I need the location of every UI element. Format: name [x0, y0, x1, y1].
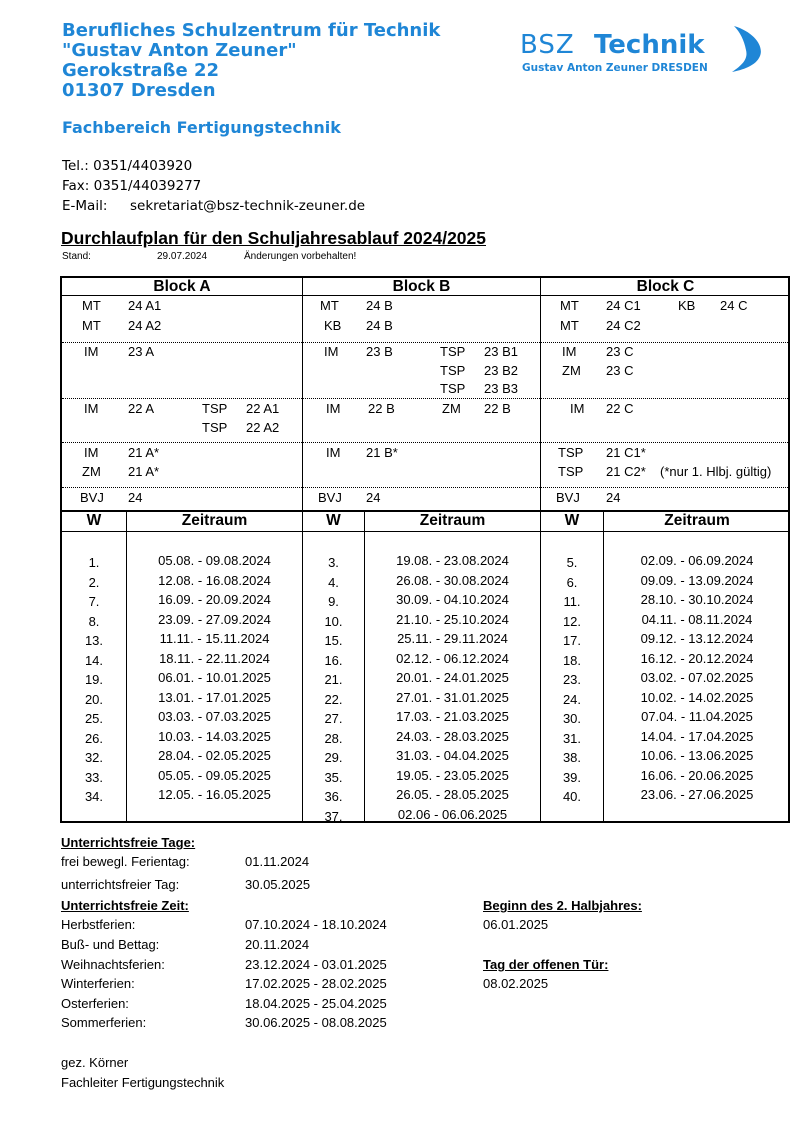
free-day-label: frei bewegl. Ferientag: [61, 854, 190, 869]
holiday-label: Herbstferien: [61, 917, 136, 932]
week-number: 21. [324, 672, 343, 687]
free-day-label: unterrichtsfreier Tag: [61, 877, 180, 892]
class-type: BVJ [80, 490, 104, 505]
week-number: 1. [88, 555, 100, 570]
week-number: 25. [84, 711, 104, 726]
school-street: Gerokstraße 22 [62, 60, 220, 81]
holiday-label: Winterferien: [61, 976, 135, 991]
class-code: 24 [606, 490, 621, 505]
class-code: 24 A1 [128, 298, 162, 313]
stand-note: Änderungen vorbehalten! [244, 251, 357, 262]
block-c-header: Block C [636, 278, 695, 295]
class-type: TSP [440, 363, 466, 378]
week-period: 27.01. - 31.01.2025 [396, 689, 509, 705]
class-code: 22 A2 [246, 420, 280, 435]
week-period: 25.11. - 29.11.2024 [397, 631, 508, 646]
week-number: 38. [562, 750, 582, 765]
free-days-heading: Unterrichtsfreie Tage: [61, 835, 196, 850]
class-type: IM [84, 401, 99, 416]
class-type: TSP [440, 344, 466, 359]
stand-label: Stand: [62, 251, 91, 262]
week-number: 26. [84, 730, 104, 746]
holiday-dates: 30.06.2025 - 08.08.2025 [245, 1015, 387, 1030]
stand-date: 29.07.2024 [157, 251, 208, 262]
school-city: 01307 Dresden [62, 80, 216, 101]
open-day-heading: Tag der offenen Tür: [483, 957, 609, 972]
week-number: 23. [562, 672, 582, 687]
week-number: 40. [562, 789, 582, 804]
class-type: TSP [202, 401, 228, 416]
class-code: 23 C [606, 363, 634, 378]
class-code: 24 C1 [606, 298, 641, 313]
week-period: 28.10. - 30.10.2024 [640, 592, 754, 607]
class-type: IM [84, 344, 99, 359]
week-period: 12.05. - 16.05.2025 [158, 787, 271, 802]
week-period: 10.02. - 14.02.2025 [640, 689, 754, 705]
week-number: 28. [324, 730, 343, 746]
logo-swoosh-icon [720, 24, 770, 74]
school-logo [520, 24, 770, 76]
week-period: 30.09. - 04.10.2024 [396, 592, 509, 607]
class-type: MT [560, 298, 579, 313]
week-period: 19.05. - 23.05.2025 [396, 767, 509, 783]
zeitraum-header-b: Zeitraum [419, 512, 486, 529]
week-period: 20.01. - 24.01.2025 [396, 670, 509, 685]
week-period: 18.11. - 22.11.2024 [159, 650, 270, 666]
week-period: 16.12. - 20.12.2024 [640, 650, 754, 666]
week-number: 19. [84, 672, 104, 687]
week-number: 17. [562, 633, 582, 648]
class-code: 22 A1 [246, 401, 280, 416]
class-code: 21 B* [366, 445, 398, 460]
week-number: 8. [88, 613, 100, 629]
week-number: 5. [566, 555, 578, 570]
week-number: 10. [324, 613, 343, 629]
week-period: 19.08. - 23.08.2024 [396, 553, 509, 568]
week-period: 16.06. - 20.06.2025 [640, 767, 754, 783]
class-type: TSP [558, 445, 584, 460]
schedule-table [60, 276, 790, 823]
week-number: 20. [84, 691, 104, 707]
week-period: 02.12. - 06.12.2024 [396, 650, 509, 666]
week-number: 7. [88, 594, 100, 609]
contact-email[interactable]: sekretariat@bsz-technik-zeuner.de [130, 198, 366, 214]
class-code: 23 B [366, 344, 393, 359]
week-period: 31.03. - 04.04.2025 [396, 748, 509, 763]
class-code: 24 C2 [606, 318, 641, 333]
holiday-label: Osterferien: [61, 996, 129, 1011]
week-period: 02.06 - 06.06.2025 [397, 806, 508, 822]
week-number: 31. [562, 730, 582, 746]
class-type: IM [570, 401, 585, 416]
class-type: IM [326, 401, 341, 416]
zeitraum-header-a: Zeitraum [181, 512, 248, 529]
class-code: 23 B3 [484, 381, 518, 396]
week-period: 05.05. - 09.05.2025 [158, 767, 271, 783]
page-title: Durchlaufplan für den Schuljahresablauf 2024/2025 [61, 228, 486, 248]
week-period: 13.01. - 17.01.2025 [158, 689, 271, 705]
holiday-label: Buß- und Bettag: [61, 937, 160, 952]
contact-email-label: E-Mail: [62, 198, 108, 214]
week-period: 06.01. - 10.01.2025 [158, 670, 271, 685]
week-period: 23.09. - 27.09.2024 [158, 611, 271, 627]
contact-tel: Tel.: 0351/4403920 [62, 158, 193, 174]
contact-fax: Fax: 0351/44039277 [62, 178, 202, 194]
week-number: 6. [566, 574, 578, 590]
week-period: 05.08. - 09.08.2024 [158, 553, 271, 568]
class-type: IM [324, 344, 339, 359]
class-type: IM [84, 445, 99, 460]
week-number: 29. [324, 750, 343, 765]
week-period: 26.05. - 28.05.2025 [396, 787, 509, 802]
week-period: 16.09. - 20.09.2024 [158, 592, 271, 607]
class-type: KB [678, 298, 696, 313]
signature-role: Fachleiter Fertigungstechnik [61, 1075, 225, 1090]
second-half-heading: Beginn des 2. Halbjahres: [483, 898, 642, 913]
class-code: 23 C [606, 344, 634, 359]
class-type: TSP [558, 464, 584, 479]
logo-technik: Technik [594, 30, 705, 60]
week-period: 17.03. - 21.03.2025 [396, 709, 509, 724]
week-number: 22. [324, 691, 343, 707]
logo-subtitle: Gustav Anton Zeuner DRESDEN [522, 62, 708, 74]
week-number: 36. [324, 789, 343, 804]
week-period: 24.03. - 28.03.2025 [396, 728, 509, 744]
week-number: 3. [328, 555, 339, 570]
week-period: 10.03. - 14.03.2025 [158, 728, 271, 744]
free-time-heading: Unterrichtsfreie Zeit: [61, 898, 189, 913]
week-number: 34. [84, 789, 104, 804]
class-code: 21 A* [128, 464, 160, 479]
week-number: 37. [324, 808, 343, 824]
w-header-a: W [86, 512, 102, 529]
school-name: Berufliches Schulzentrum für Technik [62, 20, 441, 41]
class-type: BVJ [318, 490, 342, 505]
week-period: 11.11. - 15.11.2024 [159, 631, 270, 646]
w-header-c: W [564, 512, 580, 529]
free-day-date: 01.11.2024 [245, 854, 310, 869]
week-number: 24. [562, 691, 582, 707]
class-code: 22 B [368, 401, 395, 416]
class-code: 24 C [720, 298, 748, 313]
week-number: 9. [328, 594, 339, 609]
week-period: 02.09. - 06.09.2024 [640, 553, 754, 568]
signature-name: gez. Körner [61, 1055, 129, 1070]
week-number: 14. [84, 652, 104, 668]
logo-bsz: BSZ [520, 30, 575, 60]
week-number: 18. [562, 652, 582, 668]
class-type: IM [562, 344, 577, 359]
class-code: 22 B [484, 401, 511, 416]
holiday-dates: 23.12.2024 - 03.01.2025 [245, 957, 387, 972]
block-b-header: Block B [392, 278, 451, 295]
class-code: 24 B [366, 318, 393, 333]
class-code: 24 [366, 490, 381, 505]
holiday-dates: 17.02.2025 - 28.02.2025 [245, 976, 387, 991]
holiday-dates: 20.11.2024 [245, 937, 310, 952]
class-code: 24 B [366, 298, 393, 313]
week-period: 12.08. - 16.08.2024 [158, 572, 271, 588]
class-type: IM [326, 445, 341, 460]
open-day-date: 08.02.2025 [483, 976, 549, 991]
week-number: 16. [324, 652, 343, 668]
class-type: TSP [440, 381, 466, 396]
week-period: 23.06. - 27.06.2025 [640, 787, 754, 802]
department-name: Fachbereich Fertigungstechnik [62, 118, 341, 137]
week-period: 09.09. - 13.09.2024 [640, 572, 754, 588]
class-type: MT [320, 298, 339, 313]
week-period: 07.04. - 11.04.2025 [641, 709, 753, 724]
week-period: 26.08. - 30.08.2024 [396, 572, 509, 588]
week-period: 03.02. - 07.02.2025 [640, 670, 754, 685]
class-code: 21 A* [128, 445, 160, 460]
week-number: 15. [324, 633, 343, 648]
week-period: 21.10. - 25.10.2024 [396, 611, 509, 627]
w-header-b: W [326, 512, 341, 529]
holiday-dates: 07.10.2024 - 18.10.2024 [245, 917, 387, 932]
holiday-dates: 18.04.2025 - 25.04.2025 [245, 996, 387, 1011]
week-number: 2. [88, 574, 100, 590]
class-code: 23 A [128, 344, 155, 359]
week-number: 32. [84, 750, 104, 765]
week-number: 12. [562, 613, 582, 629]
week-number: 13. [84, 633, 104, 648]
zeitraum-header-c: Zeitraum [664, 512, 730, 529]
week-period: 28.04. - 02.05.2025 [158, 748, 271, 763]
week-number: 30. [562, 711, 582, 726]
week-period: 04.11. - 08.11.2024 [641, 611, 753, 627]
class-type: ZM [562, 363, 581, 378]
week-number: 27. [324, 711, 343, 726]
block-a-header: Block A [153, 278, 211, 295]
holiday-label: Weihnachtsferien: [61, 957, 165, 972]
class-code: 23 B2 [484, 363, 518, 378]
week-number: 4. [328, 574, 339, 590]
class-type: MT [560, 318, 579, 333]
class-type: ZM [82, 464, 101, 479]
week-number: 39. [562, 769, 582, 785]
week-period: 10.06. - 13.06.2025 [640, 748, 754, 763]
class-code: 24 A2 [128, 318, 162, 333]
week-period: 03.03. - 07.03.2025 [158, 709, 271, 724]
class-code: 22 C [606, 401, 634, 416]
class-code: 21 C1* [606, 445, 646, 460]
week-period: 14.04. - 17.04.2025 [640, 728, 754, 744]
week-period: 09.12. - 13.12.2024 [640, 631, 754, 646]
class-code: 21 C2* [606, 464, 646, 479]
week-number: 11. [563, 594, 581, 609]
class-type: TSP [202, 420, 228, 435]
second-half-date: 06.01.2025 [483, 917, 549, 932]
holiday-label: Sommerferien: [61, 1015, 147, 1030]
week-number: 35. [324, 769, 343, 785]
class-type: BVJ [556, 490, 580, 505]
class-code: 23 B1 [484, 344, 518, 359]
validity-note: (*nur 1. Hlbj. gültig) [660, 464, 772, 479]
class-type: ZM [442, 401, 461, 416]
school-namesake: "Gustav Anton Zeuner" [62, 40, 297, 61]
week-number: 33. [84, 769, 104, 785]
class-code: 22 A [128, 401, 155, 416]
class-type: KB [324, 318, 342, 333]
class-type: MT [82, 298, 101, 313]
free-day-date: 30.05.2025 [245, 877, 311, 892]
class-code: 24 [128, 490, 143, 505]
class-type: MT [82, 318, 101, 333]
